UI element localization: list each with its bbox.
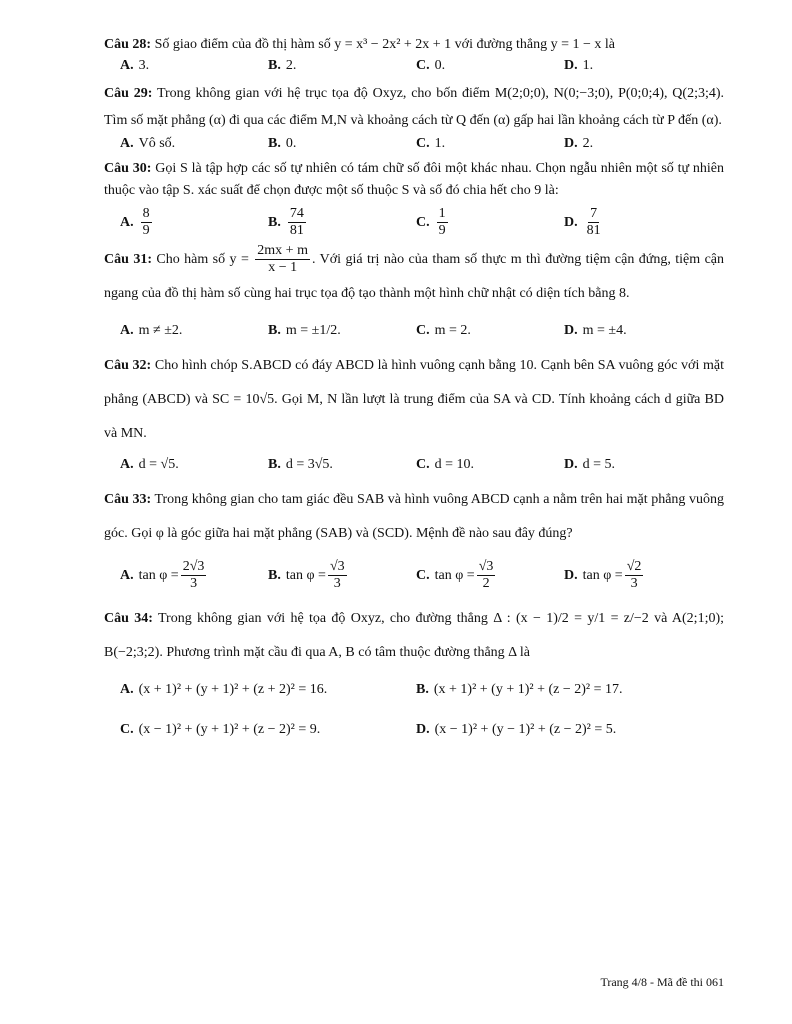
question-29 — [104, 80, 724, 134]
option-a: A. tan φ = $\frac{2√3}{3}$ — [120, 559, 205, 591]
options-32 — [104, 455, 724, 475]
option-c: C. (x − 1)² + (y + 1)² + (z − 2)² = 9. — [120, 722, 321, 737]
question-text: Trong không gian với hệ trục tọa độ Oxyz, cho bốn điểm M(2;0;0), N(0;−3;0), P(0;0;4), Q(2;3;4). Tìm số mặt phẳng (α) đi qua các điểm M,N và khoảng cách từ Q đến (α) gấp hai lần khoảng cách từ P đến (α). — [104, 86, 725, 128]
options-34-row2 — [104, 720, 724, 740]
option-b: B. m = ±1/2. — [268, 323, 341, 338]
question-text: Gọi S là tập hợp các số tự nhiên có tám chữ số đôi một khác nhau. Chọn ngẫu nhiên một số tự nhiên thuộc vào tập S. xác suất để chọn được một số thuộc S và số đó chia hết cho 9 là: — [104, 161, 724, 198]
question-text: Trong không gian cho tam giác đều SAB và hình vuông ABCD cạnh a nằm trên hai mặt phẳng vuông góc. Gọi φ là góc giữa hai mặt phẳng (SAB) và (SCD). Mệnh đề nào sau đây đúng? — [104, 492, 724, 541]
question-label: Câu 33: — [104, 492, 152, 507]
question-28 — [104, 34, 724, 56]
options-30 — [104, 206, 724, 239]
options-31 — [104, 321, 724, 341]
question-label: Câu 32: — [104, 358, 152, 373]
option-c: C. m = 2. — [416, 323, 471, 338]
options-34-row1 — [104, 680, 724, 700]
question-label: Câu 30: — [104, 161, 152, 176]
option-b: B. $\frac{74}{81}$ — [268, 206, 304, 238]
option-a: A. d = √5. — [120, 457, 179, 472]
question-text: Trong không gian với hệ tọa độ Oxyz, cho đường thẳng Δ : (x − 1)/2 = y/1 = z/−2 và A(2;1;0); B(−2;3;2). Phương trình mặt cầu đi qua A, B có tâm thuộc đường thẳng Δ là — [104, 611, 725, 660]
options-28 — [104, 56, 724, 76]
option-a: A. $\frac{8}{9}$ — [120, 206, 150, 238]
option-d: D. d = 5. — [564, 457, 616, 472]
option-c: C. 0. — [416, 58, 446, 73]
option-d: D. 2. — [564, 136, 594, 151]
option-c: C. d = 10. — [416, 457, 475, 472]
question-text: Cho hình chóp S.ABCD có đáy ABCD là hình vuông cạnh bằng 10. Cạnh bên SA vuông góc với mặt phẳng (ABCD) và SC = 10√5. Gọi M, N lần lượt là trung điểm của SA và CD. Tính khoảng cách d giữa BD và MN. — [104, 358, 725, 441]
exam-page — [104, 34, 724, 744]
option-d: D. (x − 1)² + (y − 1)² + (z − 2)² = 5. — [416, 722, 617, 737]
option-a: A. m ≠ ±2. — [120, 323, 183, 338]
question-label: Câu 31: — [104, 252, 152, 267]
question-label: Câu 28: — [104, 37, 152, 52]
option-a: A. 3. — [120, 58, 150, 73]
option-d: D. $\frac{7}{81}$ — [564, 206, 601, 238]
question-31: Câu 31: Cho hàm số y = $\frac{2mx + m}{x - 1}$ . Với giá trị nào của tham số thực m thì đường tiệm cận đứng, tiệm cận ngang của đồ thị hàm số cùng hai trục tọa độ tạo thành một hình chữ nhật có diện tích bằng 8. — [104, 243, 725, 301]
question-label: Câu 34: — [104, 611, 153, 626]
option-b: B. d = 3√5. — [268, 457, 333, 472]
option-d: D. m = ±4. — [564, 323, 627, 338]
option-a: A. (x + 1)² + (y + 1)² + (z + 2)² = 16. — [120, 682, 328, 697]
option-b: B. (x + 1)² + (y + 1)² + (z − 2)² = 17. — [416, 682, 623, 697]
option-d: D. tan φ = $\frac{√2}{3}$ — [564, 559, 642, 591]
option-a: A. Vô số. — [120, 136, 176, 151]
question-34 — [104, 602, 724, 670]
question-33 — [104, 483, 724, 551]
option-c: C. $\frac{1}{9}$ — [416, 206, 446, 238]
option-c: C. tan φ = $\frac{√3}{2}$ — [416, 559, 494, 591]
question-text: Số giao điểm của đồ thị hàm số y = x³ − 2x² + 2x + 1 với đường thẳng y = 1 − x là — [154, 37, 615, 52]
options-29 — [104, 134, 724, 154]
option-c: C. 1. — [416, 136, 446, 151]
question-label: Câu 29: — [104, 86, 153, 101]
page-footer: Trang 4/8 - Mã đề thi 061 — [600, 975, 724, 989]
question-32 — [104, 349, 724, 451]
option-b: B. tan φ = $\frac{√3}{3}$ — [268, 559, 345, 591]
option-b: B. 2. — [268, 58, 297, 73]
options-33 — [104, 559, 724, 592]
question-30 — [104, 158, 724, 202]
option-d: D. 1. — [564, 58, 594, 73]
option-b: B. 0. — [268, 136, 297, 151]
